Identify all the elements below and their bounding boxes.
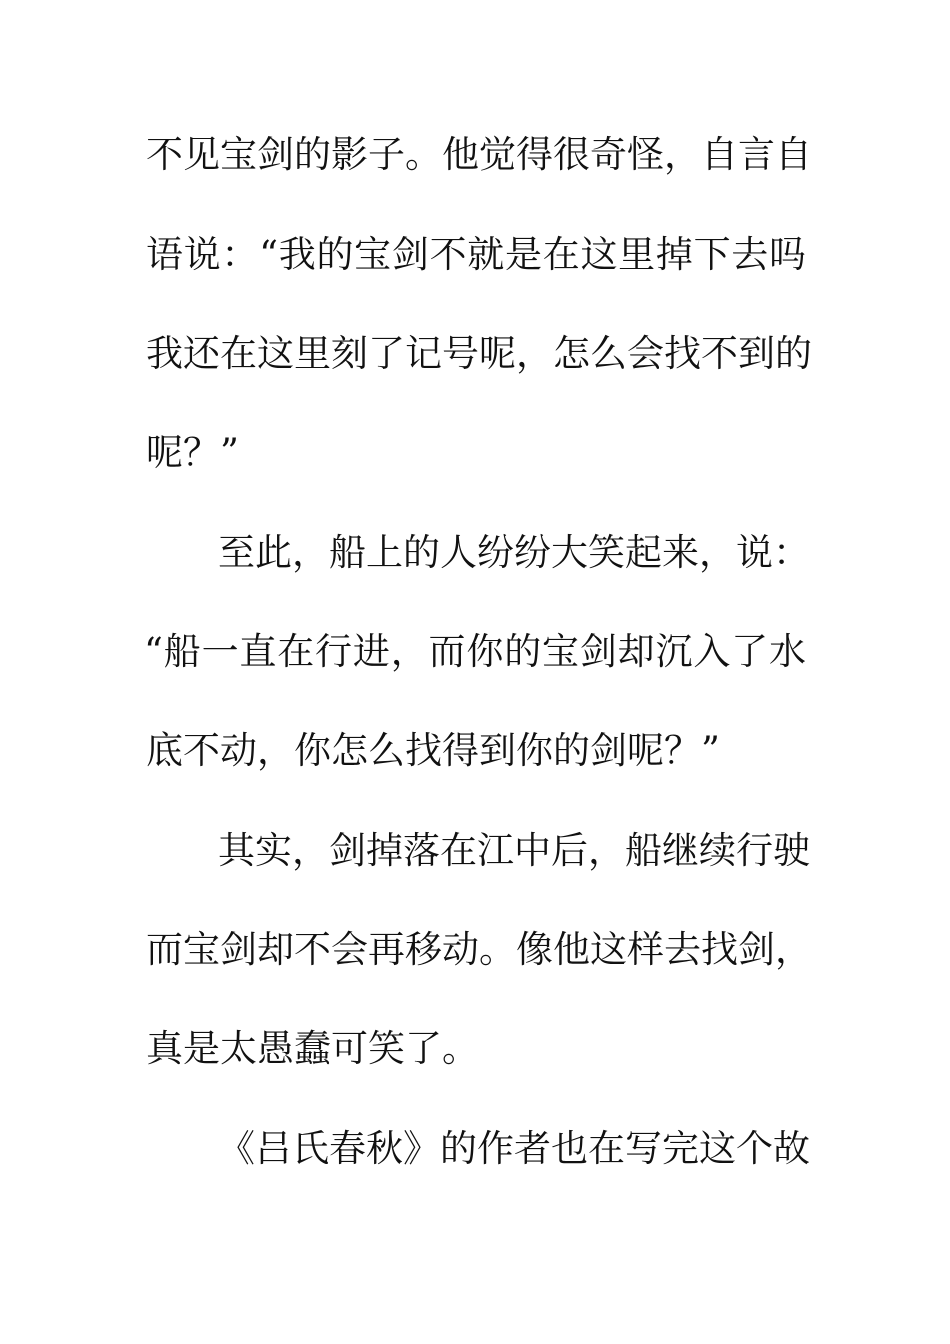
text-line-6: “船一直在行进，而你的宝剑却沉入了水	[144, 630, 806, 673]
text-line-10: 真是太愚蠢可笑了。	[146, 1027, 479, 1070]
text-line-3: 我还在这里刻了记号呢，怎么会找不到的	[146, 332, 812, 375]
text-line-8: 其实，剑掉落在江中后，船继续行驶	[218, 829, 810, 872]
text-line-11: 《吕氏春秋》的作者也在写完这个故	[218, 1127, 810, 1170]
text-line-4: 呢？”	[146, 431, 239, 474]
text-line-5: 至此，船上的人纷纷大笑起来，说：	[218, 531, 810, 574]
text-line-9: 而宝剑却不会再移动。像他这样去找剑，	[146, 928, 812, 971]
text-line-7: 底不动，你怎么找得到你的剑呢？”	[146, 729, 720, 772]
text-line-1: 不见宝剑的影子。他觉得很奇怪，自言自	[146, 133, 812, 176]
text-line-2: 语说：“我的宝剑不就是在这里掉下去吗	[146, 233, 806, 276]
